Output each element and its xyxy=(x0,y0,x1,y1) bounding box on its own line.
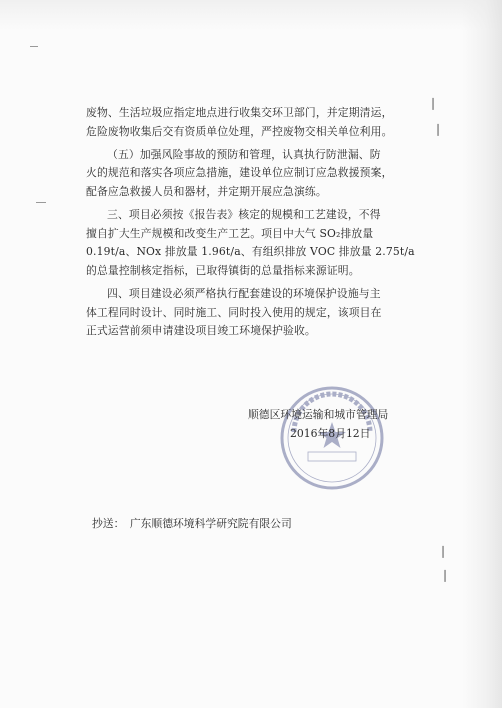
margin-binding-mark: ❘ xyxy=(433,122,444,136)
paragraph-scale-and-emissions xyxy=(86,206,416,280)
text-line: 配备应急救援人员和器材，并定期开展应急演练。 xyxy=(86,184,327,198)
text-line: 废物、生活垃圾应指定地点进行收集交环卫部门，并定期清运， xyxy=(86,106,393,119)
text-line: 擅自扩大生产规模和改变生产工艺。项目中大气 SO₂排放量 xyxy=(86,226,374,240)
text-line: （五）加强风险事故的预防和管理，认真执行防泄漏、防 xyxy=(107,147,381,161)
text-line: 的总量控制核定指标，已取得镇街的总量指标来源证明。 xyxy=(86,263,360,277)
margin-dash xyxy=(36,202,46,203)
margin-binding-mark: ❘ xyxy=(440,568,451,582)
text-line: 0.19t/a、NOx 排放量 1.96t/a、有组织排放 VOC 排放量 2.75t/a xyxy=(86,245,415,259)
text-line: 正式运营前须申请建设项目竣工环境保护验收。 xyxy=(86,324,316,338)
text-line: 三、项目必须按《报告表》核定的规模和工艺建设，不得 xyxy=(107,208,381,222)
margin-binding-mark: ❘ xyxy=(428,96,439,110)
seal-lettering-band xyxy=(308,452,356,461)
issuing-organization: 顺德区环境运输和城市管理局 xyxy=(248,408,389,421)
margin-dash xyxy=(30,46,38,47)
cc-line xyxy=(92,516,292,532)
paragraph-risk-management xyxy=(86,146,416,202)
margin-binding-mark: ❘ xyxy=(438,544,449,558)
paragraph-three-simultaneities xyxy=(86,285,416,341)
cc-label: 抄送： xyxy=(92,517,125,530)
cc-recipients: 广东顺德环境科学研究院有限公司 xyxy=(129,517,292,530)
scan-shadow-top xyxy=(0,0,502,30)
text-line: 体工程同时设计、同时施工、同时投入使用的规定，该项目在 xyxy=(86,305,382,319)
text-line: 四、项目建设必须严格执行配套建设的环境保护设施与主 xyxy=(107,287,381,301)
paragraph-waste-handling xyxy=(86,104,416,141)
text-line: 火的规范和落实各项应急措施，建设单位应制订应急救援预案， xyxy=(86,166,393,180)
text-line: 危险废物收集后交有资质单位处理，严控废物交相关单位利用。 xyxy=(86,124,393,138)
issue-date: 2016年8月12日 xyxy=(290,427,371,440)
signature-block xyxy=(248,405,418,443)
scan-shadow-right xyxy=(462,0,502,708)
document-body xyxy=(86,104,416,346)
